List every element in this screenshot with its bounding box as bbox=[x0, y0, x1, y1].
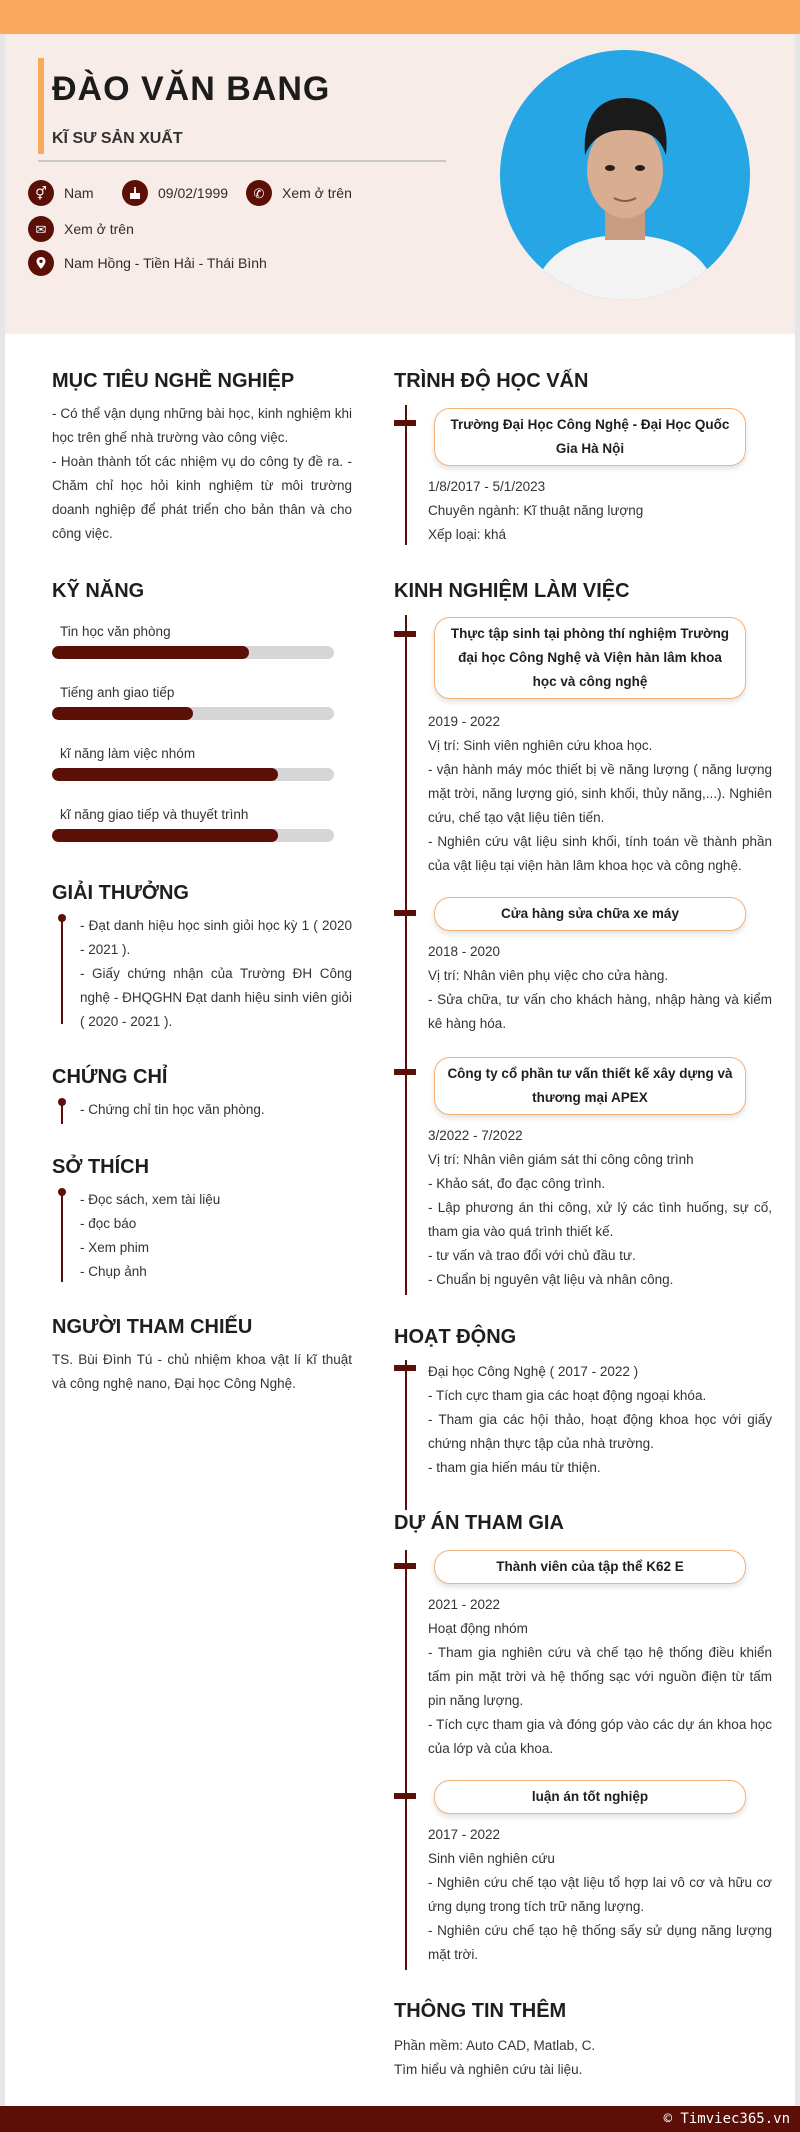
awards-timeline bbox=[61, 918, 63, 1024]
skill-bar-fill bbox=[52, 707, 193, 720]
education-school-pill: Trường Đại Học Công Nghệ - Đại Học Quốc Gia Hà Nội bbox=[434, 408, 746, 466]
phone-info bbox=[246, 180, 352, 206]
skill-label: kĩ năng làm việc nhóm bbox=[60, 746, 196, 761]
skill-bar-fill bbox=[52, 829, 278, 842]
references-title: NGƯỜI THAM CHIẾU bbox=[52, 1316, 253, 1338]
additional-title: THÔNG TIN THÊM bbox=[394, 2000, 567, 2022]
references-text: TS. Bùi Đình Tú - chủ nhiệm khoa vật lí kĩ thuật và công nghệ nano, Đại học Công Nghệ. bbox=[52, 1352, 352, 1391]
activities-text: Đại học Công Nghệ ( 2017 - 2022 ) - Tích cực tham gia các hoạt động ngoại khóa. - Tham gia các hội thảo, hoạt động khoa học với giấy chứng nhận thực tập của nhà trường. - tham gia hiến máu từ thiện. bbox=[428, 1364, 772, 1475]
education-details: 1/8/2017 - 5/1/2023 Chuyên ngành: Kĩ thuật năng lượng Xếp loại: khá bbox=[428, 479, 644, 542]
experience-details: 3/2022 - 7/2022 Vị trí: Nhân viên giám sát thi công công trình - Khảo sát, đo đạc công trình. - Lập phương án thi công, xử lý các tình huống, sự cố, tham gia vào quá trình thiết kế. - tư vấn và trao đổi với chủ đầu tư. - Chuẩn bị nguyên vật liệu và nhân công. bbox=[428, 1128, 772, 1287]
hobbies-title: SỞ THÍCH bbox=[52, 1156, 150, 1178]
cake-icon bbox=[122, 180, 148, 206]
projects-timeline bbox=[405, 1550, 407, 1970]
certificates-title: CHỨNG CHỈ bbox=[52, 1066, 168, 1088]
mail-icon: ✉ bbox=[28, 216, 54, 242]
top-accent-bar bbox=[0, 0, 800, 34]
avatar bbox=[500, 50, 750, 300]
footer-copyright: © Timviec365.vn bbox=[663, 2111, 790, 2127]
email-info bbox=[28, 216, 134, 242]
address-info bbox=[28, 250, 267, 276]
skill-label: Tin học văn phòng bbox=[60, 624, 171, 639]
awards-text: - Đạt danh hiệu học sinh giỏi học kỳ 1 ( 2020 - 2021 ). - Giấy chứng nhận của Trường ĐH Công nghệ - ĐHQGHN Đạt danh hiệu sinh viên giỏi ( 2020 - 2021 ). bbox=[80, 918, 352, 1029]
phone-icon: ✆ bbox=[246, 180, 272, 206]
activities-timeline-marker bbox=[394, 1365, 416, 1371]
phone-value: Xem ở trên bbox=[282, 185, 352, 201]
hobbies-text: - Đọc sách, xem tài liệu - đọc báo - Xem phim - Chụp ảnh bbox=[80, 1192, 221, 1279]
education-timeline-marker bbox=[394, 420, 416, 426]
project-name-pill: luận án tốt nghiệp bbox=[434, 1780, 746, 1814]
experience-timeline-marker bbox=[394, 910, 416, 916]
gender-value: Nam bbox=[64, 185, 94, 201]
experience-timeline-marker bbox=[394, 631, 416, 637]
name-accent-bar bbox=[38, 58, 44, 154]
birthdate-info bbox=[122, 180, 228, 206]
skill-bar bbox=[52, 646, 334, 659]
experience-company-pill: Công ty cổ phần tư vấn thiết kế xây dựng và thương mại APEX bbox=[434, 1057, 746, 1115]
experience-details: 2019 - 2022 Vị trí: Sinh viên nghiên cứu khoa học. - vận hành máy móc thiết bị về năng lượng ( năng lượng mặt trời, năng lượng gió, sinh khối, thủy năng,...). Nghiên cứu, chế tạo vật liệu tiên tiến. - Nghiên cứu vật liệu sinh khối, tính toán về thành phần của vật liệu tại viện hàn lâm khoa học và công nghệ. bbox=[428, 714, 772, 873]
address-value: Nam Hồng - Tiền Hải - Thái Bình bbox=[64, 255, 267, 271]
experience-company-pill: Cửa hàng sửa chữa xe máy bbox=[434, 897, 746, 931]
email-value: Xem ở trên bbox=[64, 221, 134, 237]
projects-title: DỰ ÁN THAM GIA bbox=[394, 1512, 564, 1534]
skill-bar bbox=[52, 707, 334, 720]
objective-text: - Có thể vận dụng những bài học, kinh nghiệm khi học trên ghế nhà trường vào công việc. - Hoàn thành tốt các nhiệm vụ do công ty đề ra. - Chăm chỉ học hỏi kinh nghiệm từ môi trường doanh nghiệp để phát triển cho bản thân và cho công việc. bbox=[52, 406, 352, 541]
project-details: 2017 - 2022 Sinh viên nghiên cứu - Nghiên cứu chế tạo vật liệu tổ hợp lai vô cơ và hữu cơ ứng dụng trong tích trữ năng lượng. - Nghiên cứu chế tạo hệ thống sấy sử dụng năng lượng mặt trời. bbox=[428, 1827, 772, 1962]
skill-label: kĩ năng giao tiếp và thuyết trình bbox=[60, 807, 249, 822]
gender-info bbox=[28, 180, 94, 206]
additional-text: Phần mềm: Auto CAD, Matlab, C. Tìm hiểu và nghiên cứu tài liệu. bbox=[394, 2038, 596, 2077]
experience-timeline-marker bbox=[394, 1069, 416, 1075]
experience-details: 2018 - 2020 Vị trí: Nhân viên phụ việc cho cửa hàng. - Sửa chữa, tư vấn cho khách hàng, nhập hàng và kiểm kê hàng hóa. bbox=[428, 944, 772, 1031]
projects-timeline-marker bbox=[394, 1793, 416, 1799]
skill-bar bbox=[52, 829, 334, 842]
job-title: KĨ SƯ SẢN XUẤT bbox=[52, 130, 183, 147]
projects-timeline-marker bbox=[394, 1563, 416, 1569]
project-details: 2021 - 2022 Hoạt động nhóm - Tham gia nghiên cứu và chế tạo hệ thống điều khiển tấm pin mặt trời và hệ thống sạc với nguồn điện từ tấm pin năng lượng. - Tích cực tham gia và đóng góp vào các dự án khoa học của lớp và của khoa. bbox=[428, 1597, 772, 1756]
candidate-name: ĐÀO VĂN BANG bbox=[52, 70, 331, 108]
map-pin-icon bbox=[28, 250, 54, 276]
awards-title: GIẢI THƯỞNG bbox=[52, 882, 189, 904]
skills-title: KỸ NĂNG bbox=[52, 580, 145, 602]
education-timeline bbox=[405, 405, 407, 545]
hobbies-timeline bbox=[61, 1192, 63, 1282]
skill-bar bbox=[52, 768, 334, 781]
experience-timeline bbox=[405, 615, 407, 1295]
skill-label: Tiếng anh giao tiếp bbox=[60, 685, 175, 700]
gender-icon: ⚥ bbox=[28, 180, 54, 206]
awards-timeline-dot bbox=[58, 914, 66, 922]
birthdate-value: 09/02/1999 bbox=[158, 185, 229, 201]
certificates-text: - Chứng chỉ tin học văn phòng. bbox=[80, 1102, 265, 1117]
objective-title: MỤC TIÊU NGHỀ NGHIỆP bbox=[52, 370, 295, 392]
activities-timeline bbox=[405, 1360, 407, 1510]
skill-bar-fill bbox=[52, 768, 278, 781]
certificates-timeline-dot bbox=[58, 1098, 66, 1106]
project-name-pill: Thành viên của tập thể K62 E bbox=[434, 1550, 746, 1584]
activities-title: HOẠT ĐỘNG bbox=[394, 1326, 517, 1348]
footer-bar bbox=[0, 2106, 800, 2132]
experience-title: KINH NGHIỆM LÀM VIỆC bbox=[394, 580, 630, 602]
experience-company-pill: Thực tập sinh tại phòng thí nghiệm Trường đại học Công Nghệ và Viện hàn lâm khoa học và công nghệ bbox=[434, 617, 746, 699]
education-title: TRÌNH ĐỘ HỌC VẤN bbox=[394, 370, 589, 392]
hobbies-timeline-dot bbox=[58, 1188, 66, 1196]
skill-bar-fill bbox=[52, 646, 249, 659]
header-divider bbox=[38, 160, 446, 162]
